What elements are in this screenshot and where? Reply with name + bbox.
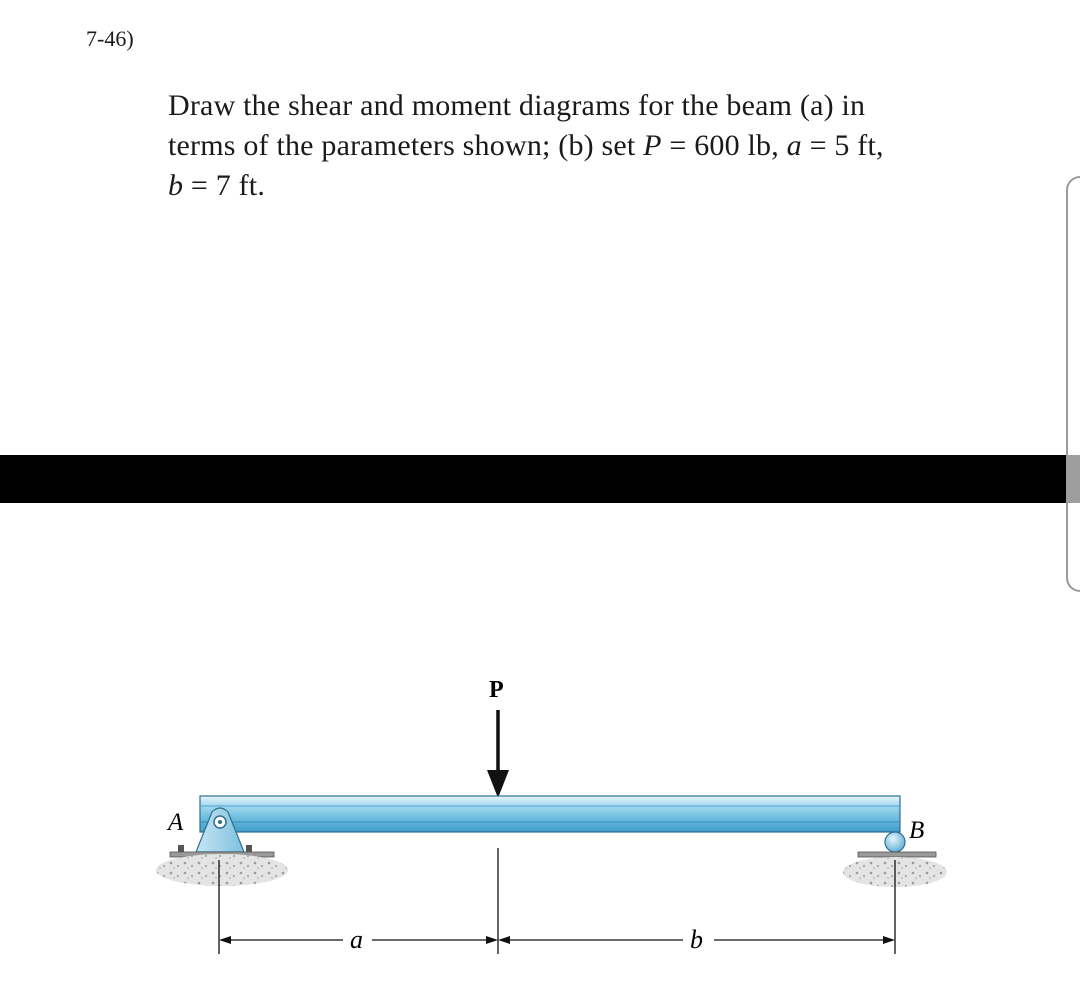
- variable-b: b: [168, 169, 184, 202]
- load-label: P: [489, 677, 504, 703]
- support-b-label: B: [909, 817, 925, 844]
- statement-text: = 5 ft,: [801, 129, 884, 162]
- statement-line-1: Draw the shear and moment diagrams for the beam (a) in: [168, 89, 866, 122]
- statement-text: terms of the parameters shown; (b) set: [168, 129, 644, 162]
- statement-text: = 600 lb,: [661, 129, 787, 162]
- dimension-a-label: a: [350, 925, 363, 954]
- load-arrow: [487, 710, 509, 798]
- variable-a: a: [786, 129, 802, 162]
- problem-number: 7-46): [86, 26, 134, 51]
- beam: [200, 796, 900, 832]
- statement-text: = 7 ft.: [183, 169, 266, 202]
- dimension-b-label: b: [690, 925, 703, 954]
- dimension-lines: [219, 848, 895, 954]
- variable-P: P: [643, 129, 662, 162]
- support-a-label: A: [168, 809, 184, 836]
